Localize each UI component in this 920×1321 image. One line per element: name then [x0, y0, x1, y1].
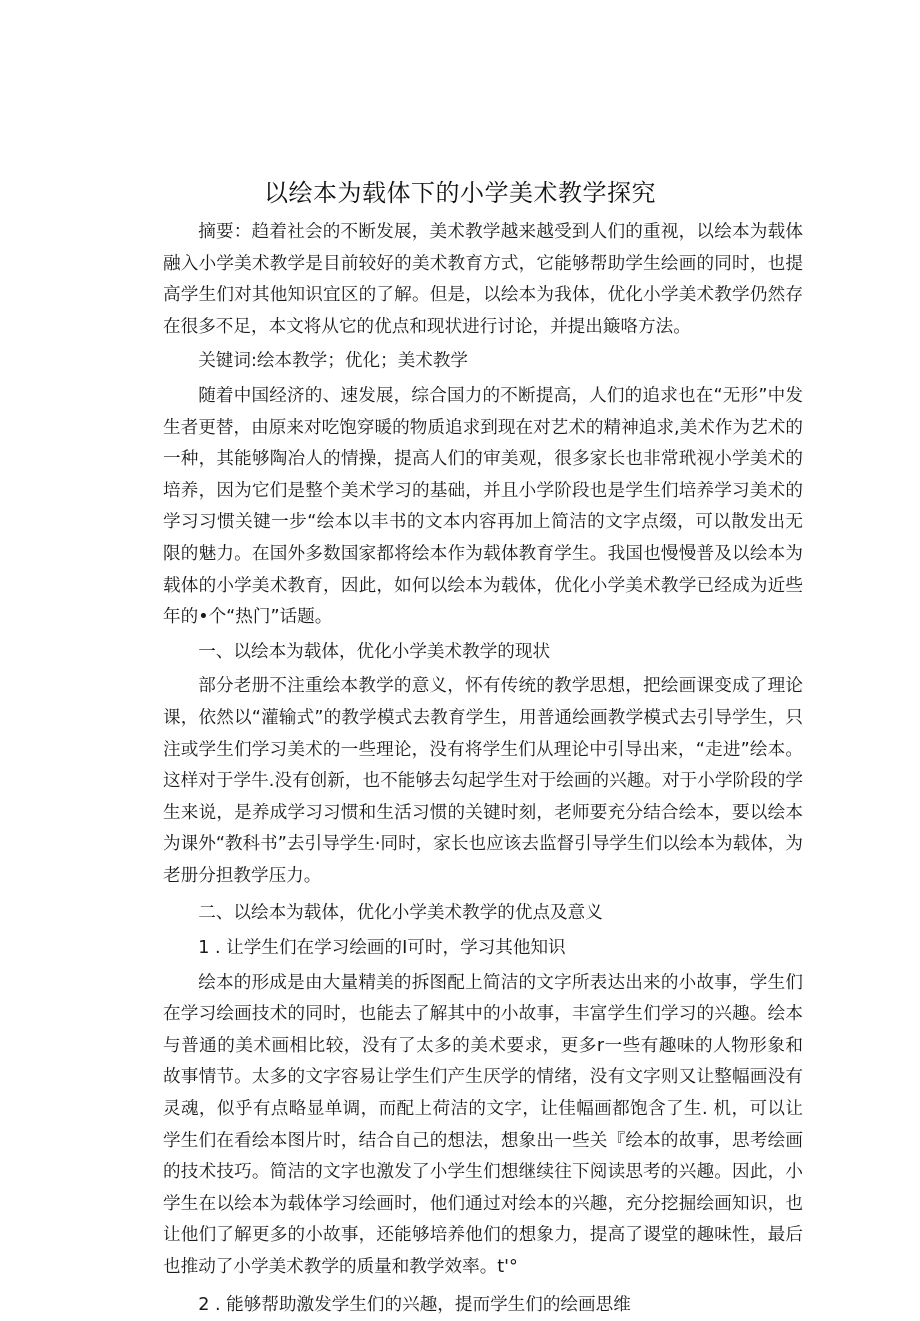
intro-paragraph: 随着中国经济的、速发展，综合国力的不断提高，人们的追求也在“无形”中发生者更替，由原来对吃饱穿暖的物质追求到现在对艺术的精神追求,美术作为艺术的一种，其能够陶冶人的情操，提高人们的审美观，很多家长也非常玳视小学美术的培养，因为它们是整个美术学习的基础，并且小学阶段也是学生们培养学习美术的学习习惯关键一步“绘本以丰书的文本内容再加上简洁的文字点缀，可以散发出无限的魅力。在国外多数国家都将绘本作为载体教育学生。我国也慢慢普及以绘本为载体的小学美术教育，因此，如何以绘本为载体，优化小学美术教学已经成为近些年的•个“热门”话题。	[163, 385, 803, 628]
abstract-paragraph: 摘要：趋着社会的不断发展，美术教学越来越受到人们的重视，以绘本为载体融入小学美术教学是目前较好的美术教育方式，它能够帮助学生绘画的同时，也提高学生们对其他知识宜区的了解。但是，以绘本为我体，优化小学美术教学仍然存在很多不足，本文将从它的优点和现状进行讨论，并提出簸咯方法。	[163, 222, 803, 337]
subsection-heading-2: 2 . 能够帮助激发学生们的兴趣，提而学生们的绘画思维	[198, 1294, 631, 1315]
document-title: 以绘本为载体下的小学美术教学探究	[264, 179, 656, 207]
subsection-1-paragraph: 绘本的形成是由大量精美的拆图配上简洁的文字所表达出来的小故事，学生们在学习绘画技术的同时，也能去了解其中的小故事，丰富学生们学习的兴趣。绘本与普通的美术画相比较，没有了太多的美术要求，更多r一些有趣味的人物形象和故事情节。太多的文字容易让学生们产生厌学的情绪，没有文字则又让整幅画没有灵魂，似乎有点略显单调，而配上荷洁的文字，让佳幅画都饱含了生. 机，可以让学生们在看绘本图片时，结合自己的想法，想象出一些关『绘本的故事，思考绘画的技术技巧。简洁的文字也激发了小学生们想继续往下阅读思考的兴趣。因此，小学生在以绘本为载体学习绘画时，他们通过对绘本的兴趣，充分挖掘绘画知识，也让他们了解更多的小故事，还能够培养他们的想象力，提高了谡堂的趣味性，最后也推动了小学美术教学的质量和教学效率。t'°	[163, 972, 803, 1277]
subsection-heading-1: 1 . 让学生们在学习绘画的I可时，学习其他知识	[198, 938, 566, 959]
section-1-paragraph: 部分老册不注重绘本教学的意义，怀有传统的教学思想，把绘画课变成了理论课，依然以“灌输式”的教学模式去教育学生，用普通绘画教学模式去引导学生，只注或学生们学习美术的一些理论，没有将学生们从理论中引导出来，“走进”绘本。这样对于学牛.没有创新，也不能够去勾起学生对于绘画的兴趣。对于小学阶段的学生来说，是养成学习习惯和生活习惯的关键时刻，老师要充分结合绘本，要以绘本为课外“教科书”去引导学生·同时，家长也应该去监督引导学生们以绘本为载体，为老册分担教学压力。	[163, 676, 803, 886]
section-heading-2: 二、以绘本为载体，优化小学美术教学的优点及意义	[198, 903, 603, 924]
document-body	[163, 217, 803, 1321]
section-heading-1: 一、以绘本为载体，优化小学美术教学的现状	[198, 641, 551, 662]
keywords-paragraph: 关键词:绘本教学；优化；美术教学	[198, 351, 469, 372]
